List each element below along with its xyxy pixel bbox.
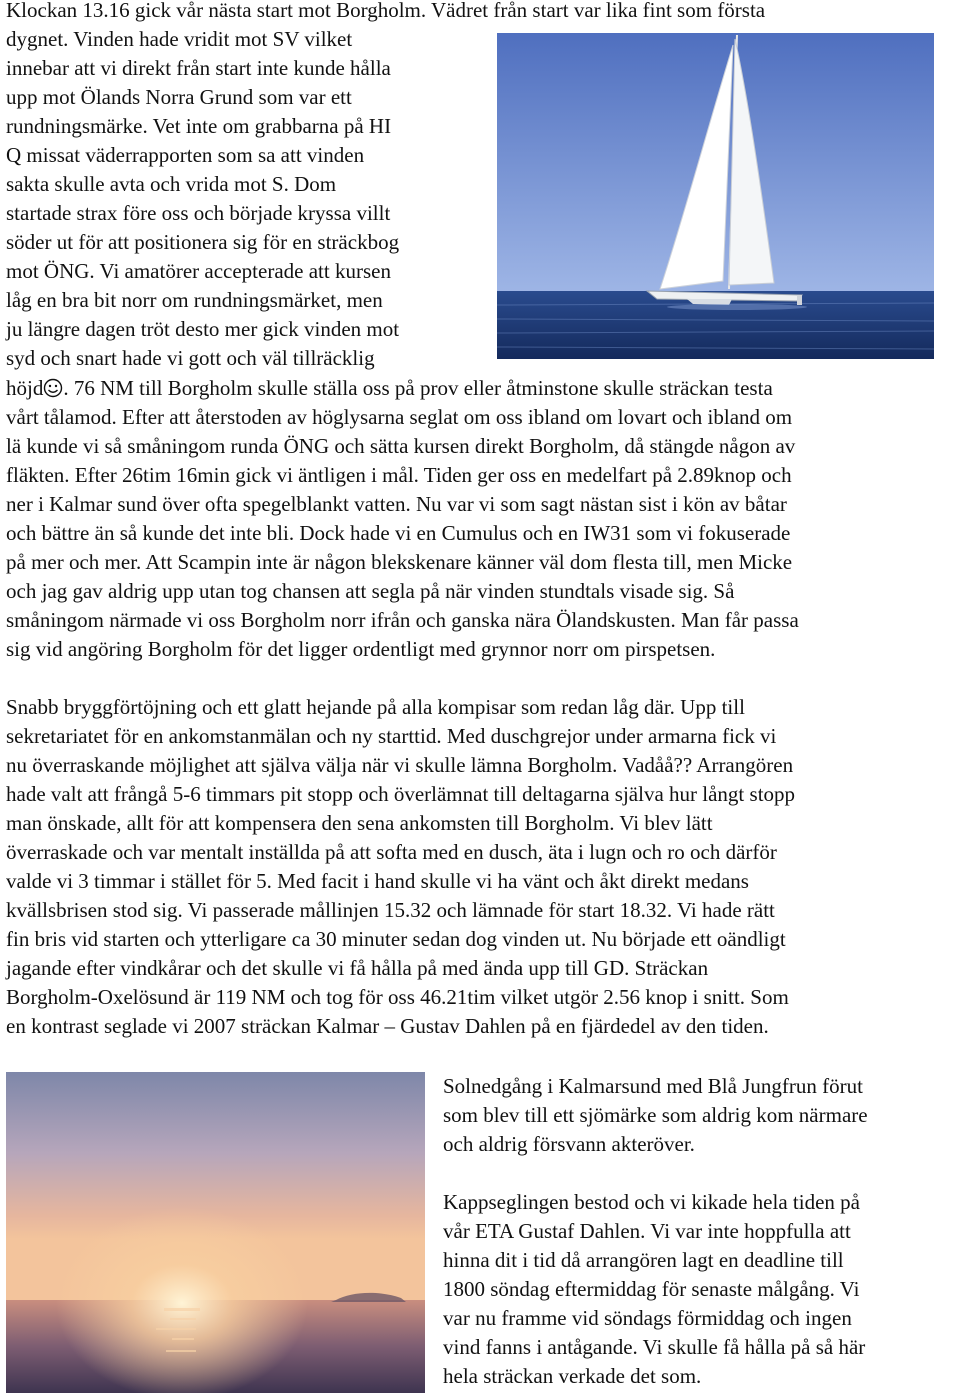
hojd-rest-text: . 76 NM till Borgholm skulle ställa oss på prov eller åtminstone skulle sträckan testa bbox=[63, 376, 773, 400]
hojd-text: höjd bbox=[6, 376, 44, 400]
body-line-with-smiley bbox=[6, 374, 773, 406]
photo-caption-line: Solnedgång i Kalmarsund med Blå Jungfrun förut bbox=[443, 1074, 863, 1098]
body-line: en kontrast seglade vi 2007 sträckan Kalmar – Gustav Dahlen på en fjärdedel av den tiden. bbox=[6, 1014, 769, 1038]
body-line: lä kunde vi så småningom runda ÖNG och sätta kursen direkt Borgholm, då stängde någon av bbox=[6, 434, 796, 458]
body-line: 1800 söndag eftermiddag för senaste målgång. Vi bbox=[443, 1277, 860, 1301]
body-line: sekretariatet för en ankomstanmälan och ny starttid. Med duschgrejor under armarna fick vi bbox=[6, 724, 777, 748]
body-line: småningom närmade vi oss Borgholm norr ifrån och ganska nära Ölandskusten. Man får passa bbox=[6, 608, 799, 632]
body-line: Snabb bryggförtöjning och ett glatt hejande på alla kompisar som redan låg där. Upp till bbox=[6, 695, 745, 719]
body-line: Kappseglingen bestod och vi kikade hela tiden på bbox=[443, 1190, 860, 1214]
photo-caption-line: som blev till ett sjömärke som aldrig kom närmare bbox=[443, 1103, 868, 1127]
body-line: Borgholm-Oxelösund är 119 NM och tog för oss 46.21tim vilket utgör 2.56 knop i snitt. Som bbox=[6, 985, 789, 1009]
body-line: låg en bra bit norr om rundningsmärket, men bbox=[6, 288, 383, 312]
body-line: och jag gav aldrig upp utan tog chansen att segla på när vinden stundtals visade sig. Så bbox=[6, 579, 735, 603]
body-line: vår ETA Gustaf Dahlen. Vi var inte hoppfulla att bbox=[443, 1219, 851, 1243]
body-line: mot ÖNG. Vi amatörer accepterade att kursen bbox=[6, 259, 391, 283]
body-line: sig vid angöring Borgholm för det ligger ordentligt med grynnor norr om pirspetsen. bbox=[6, 637, 716, 661]
body-line: kvällsbrisen stod sig. Vi passerade mållinjen 15.32 och lämnade för start 18.32. Vi hade rätt bbox=[6, 898, 775, 922]
body-line: rundningsmärke. Vet inte om grabbarna på HI bbox=[6, 114, 392, 138]
body-line: syd och snart hade vi gott och väl tillräcklig bbox=[6, 346, 375, 370]
body-line: överraskade och var mentalt inställda på att softa med en dusch, äta i lugn och ro och därför bbox=[6, 840, 777, 864]
body-line: man önskade, allt för att kompensera den sena ankomsten till Borgholm. Vi blev lätt bbox=[6, 811, 713, 835]
photo-caption-line: och aldrig försvann akteröver. bbox=[443, 1132, 695, 1156]
smiley-face-icon bbox=[43, 377, 63, 406]
body-line: innebar att vi direkt från start inte kunde hålla bbox=[6, 56, 391, 80]
body-line: nu överraskande möjlighet att själva välja när vi skulle lämna Borgholm. Vadåå?? Arrangören bbox=[6, 753, 794, 777]
body-line: hade valt att frångå 5-6 timmars pit stopp och överlämnat till deltagarna själva hur långt stopp bbox=[6, 782, 796, 806]
body-line: hela sträckan verkade det som. bbox=[443, 1364, 702, 1388]
body-line: vårt tålamod. Efter att återstoden av höglysarna seglat om oss ibland om lovart och ibland om bbox=[6, 405, 793, 429]
sunset-photo bbox=[6, 1072, 425, 1393]
body-line: söder ut för att positionera sig för en sträckbog bbox=[6, 230, 400, 254]
body-line: var nu framme vid söndags förmiddag och ingen bbox=[443, 1306, 852, 1330]
body-line: Klockan 13.16 gick vår nästa start mot Borgholm. Vädret från start var lika fint som första bbox=[6, 0, 766, 22]
body-line: valde vi 3 timmar i stället för 5. Med facit i hand skulle vi ha vänt och åkt direkt medans bbox=[6, 869, 749, 893]
body-line: fin bris vid starten och ytterligare ca 30 minuter sedan dog vinden ut. Nu började ett oändligt bbox=[6, 927, 786, 951]
body-line: fläkten. Efter 26tim 16min gick vi äntligen i mål. Tiden ger oss en medelfart på 2.89knop och bbox=[6, 463, 792, 487]
body-line: ner i Kalmar sund över ofta spegelblankt vatten. Nu var vi som sagt nästan sist i kön av båtar bbox=[6, 492, 787, 516]
body-line: sakta skulle avta och vrida mot S. Dom bbox=[6, 172, 337, 196]
body-line: och bättre än så kunde det inte bli. Dock hade vi en Cumulus och en IW31 som vi fokuserade bbox=[6, 521, 791, 545]
body-line: vind fanns i antågande. Vi skulle få hålla på så här bbox=[443, 1335, 866, 1359]
body-line: hinna dit i tid då arrangören lagt en deadline till bbox=[443, 1248, 844, 1272]
body-line: jagande efter vindkårar och det skulle vi få hålla på med ända upp till GD. Sträckan bbox=[6, 956, 709, 980]
body-line: Q missat väderrapporten som sa att vinden bbox=[6, 143, 365, 167]
sailboat-photo bbox=[497, 33, 934, 359]
body-line: dygnet. Vinden hade vridit mot SV vilket bbox=[6, 27, 353, 51]
body-line: upp mot Ölands Norra Grund som var ett bbox=[6, 85, 352, 109]
body-line: på mer och mer. Att Scampin inte är någon blekskenare känner väl dom flesta till, men Micke bbox=[6, 550, 793, 574]
body-line: ju längre dagen tröt desto mer gick vinden mot bbox=[6, 317, 400, 341]
body-line: startade strax före oss och började kryssa villt bbox=[6, 201, 391, 225]
